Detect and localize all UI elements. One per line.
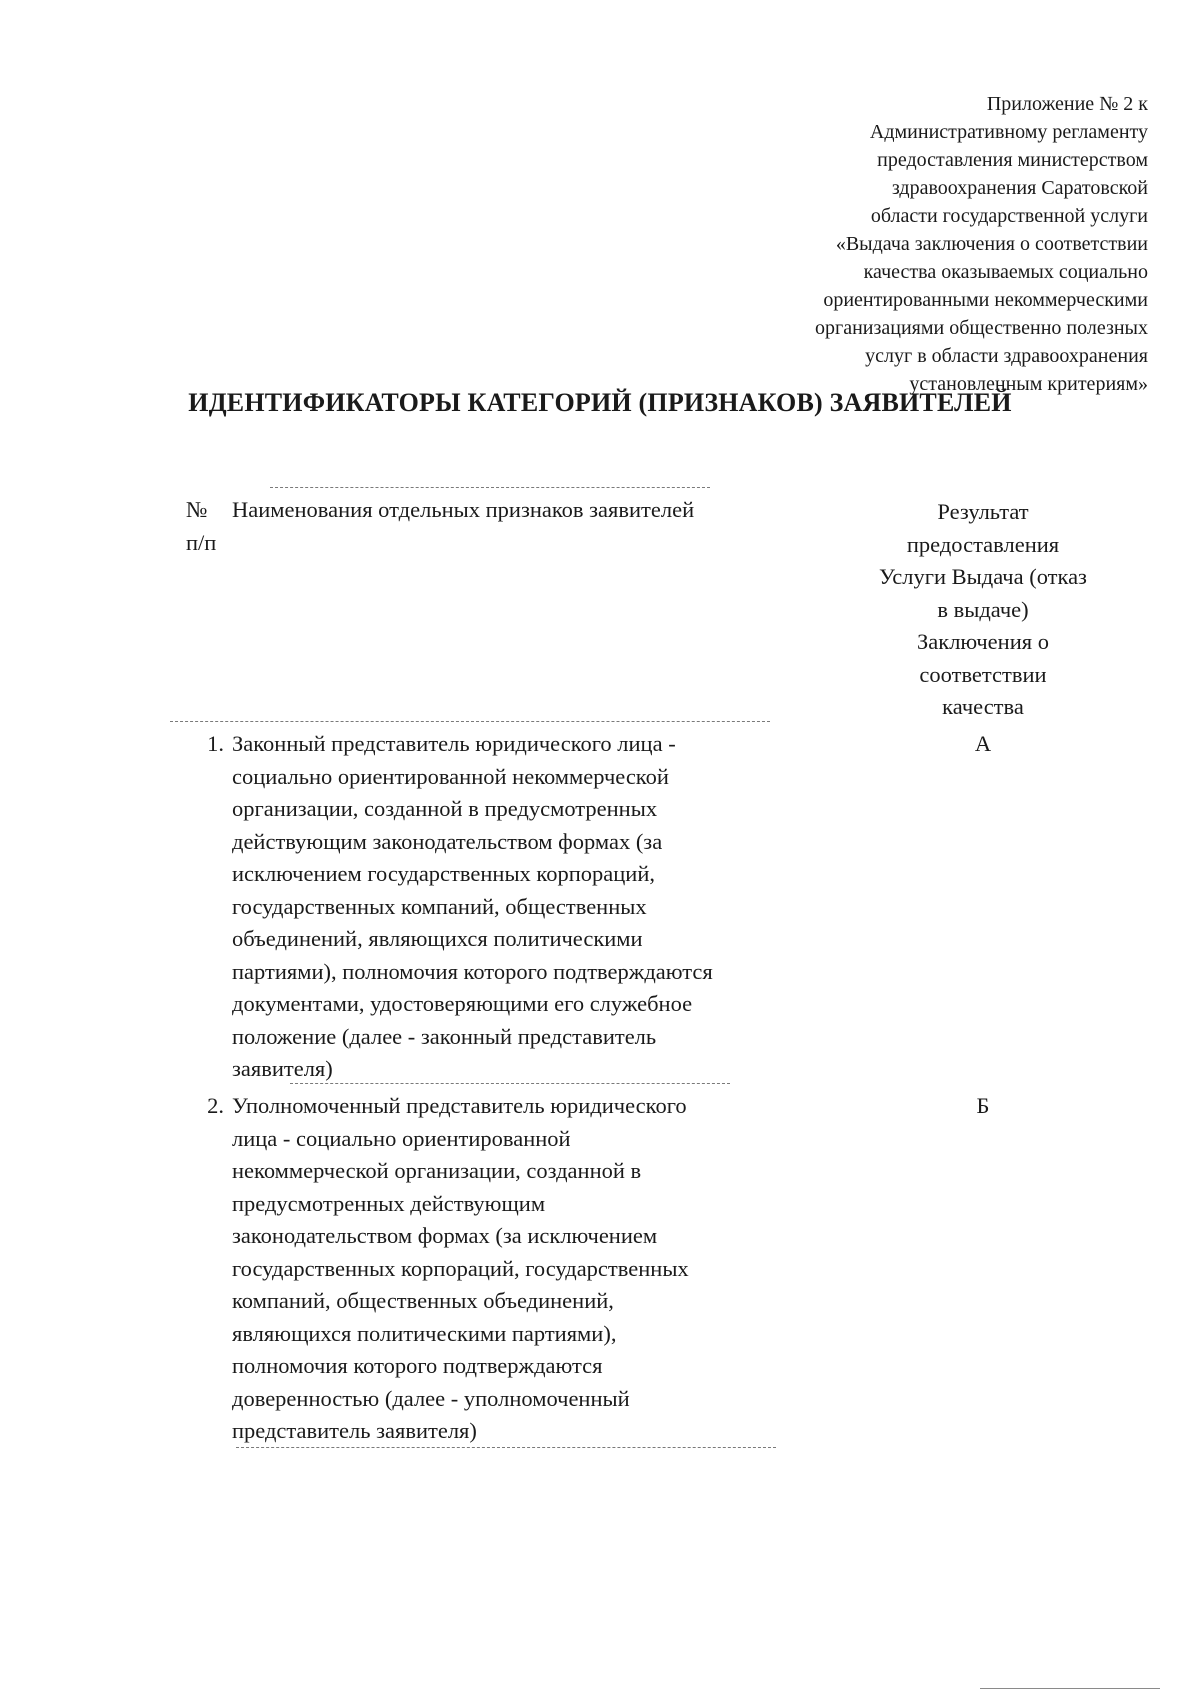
header-result-line: Заключения о [917,629,1049,654]
row-name-line: некоммерческой организации, созданной в [232,1158,642,1183]
row-name-line: являющихся политическими партиями), [232,1320,617,1346]
row-result: Б [976,1093,990,1118]
row-name-line: социально ориентированной некоммерческой [232,763,669,789]
row-name [232,728,852,1086]
row-name-line: действующим законодательством формах (за [232,828,663,854]
header-bottom-rule [170,721,770,722]
appendix-line: услуг в области здравоохранения [865,345,1148,367]
row-name-line: Уполномоченный представитель юридического [232,1093,687,1118]
row-name-line: государственных корпораций, государственных [232,1255,689,1281]
row-name-line: предусмотренных действующим [232,1190,546,1216]
row-name-line: доверенностью (далее - уполномоченный [232,1385,630,1411]
row-name-line: заявителя) [232,1056,333,1081]
row-name-line: партиями), полномочия которого подтверждаются [232,958,713,984]
appendix-line: области государственной услуги [870,205,1148,227]
row-name-line: документами, удостоверяющими его служебное [232,991,693,1016]
header-result-line: качества [942,694,1024,719]
row-name [232,1090,852,1448]
header-result-line: предоставления [906,531,1060,557]
appendix-line: Приложение № 2 к [986,93,1148,115]
table-top-rule [270,487,710,488]
appendix-line: предоставления министерством [877,149,1148,171]
row-number: 2. [207,1093,224,1118]
appendix-line: установленным критериям» [909,373,1148,395]
table-bottom-rule [236,1447,776,1448]
header-number [186,494,226,559]
header-result-line: Результат [937,499,1029,524]
row-name-line: организации, созданной в предусмотренных [232,796,658,821]
appendix-reference [688,90,1148,398]
row-separator-rule [290,1083,730,1084]
page-corner-mark [980,1688,1160,1689]
row-name-line: полномочия которого подтверждаются [232,1353,603,1378]
header-name-text: Наименования отдельных признаков заявителей [232,497,695,522]
row-name-line: законодательством формах (за исключением [232,1223,658,1248]
appendix-line: качества оказываемых социально [863,261,1148,283]
header-number-line: п/п [186,529,217,555]
header-result [848,496,1118,724]
appendix-line: Административному регламенту [869,121,1148,143]
row-name-line: исключением государственных корпораций, [232,861,655,886]
row-name-line: объединений, являющихся политическими [232,926,643,951]
row-number: 1. [207,731,224,756]
appendix-line: здравоохранения Саратовской [891,177,1148,199]
appendix-line: организациями общественно полезных [815,317,1148,339]
appendix-line: «Выдача заключения о соответствии [835,233,1148,255]
header-result-line: в выдаче) [937,596,1029,622]
appendix-line: ориентированными некоммерческими [823,289,1148,311]
row-name-line: лица - социально ориентированной [232,1125,571,1151]
header-number-line: № [186,497,208,522]
row-name-line: положение (далее - законный представитель [232,1023,657,1049]
row-result: А [974,731,992,756]
header-result-line: Услуги Выдача (отказ [879,564,1087,589]
row-name-line: Законный представитель юридического лица - [232,731,676,756]
header-name [232,494,852,527]
header-result-line: соответствии [919,661,1047,687]
document-title: ИДЕНТИФИКАТОРЫ КАТЕГОРИЙ (ПРИЗНАКОВ) ЗАЯВИТЕЛЕЙ [188,388,1012,417]
row-name-line: представитель заявителя) [232,1418,477,1443]
row-name-line: государственных компаний, общественных [232,893,647,919]
row-name-line: компаний, общественных объединений, [232,1288,614,1313]
